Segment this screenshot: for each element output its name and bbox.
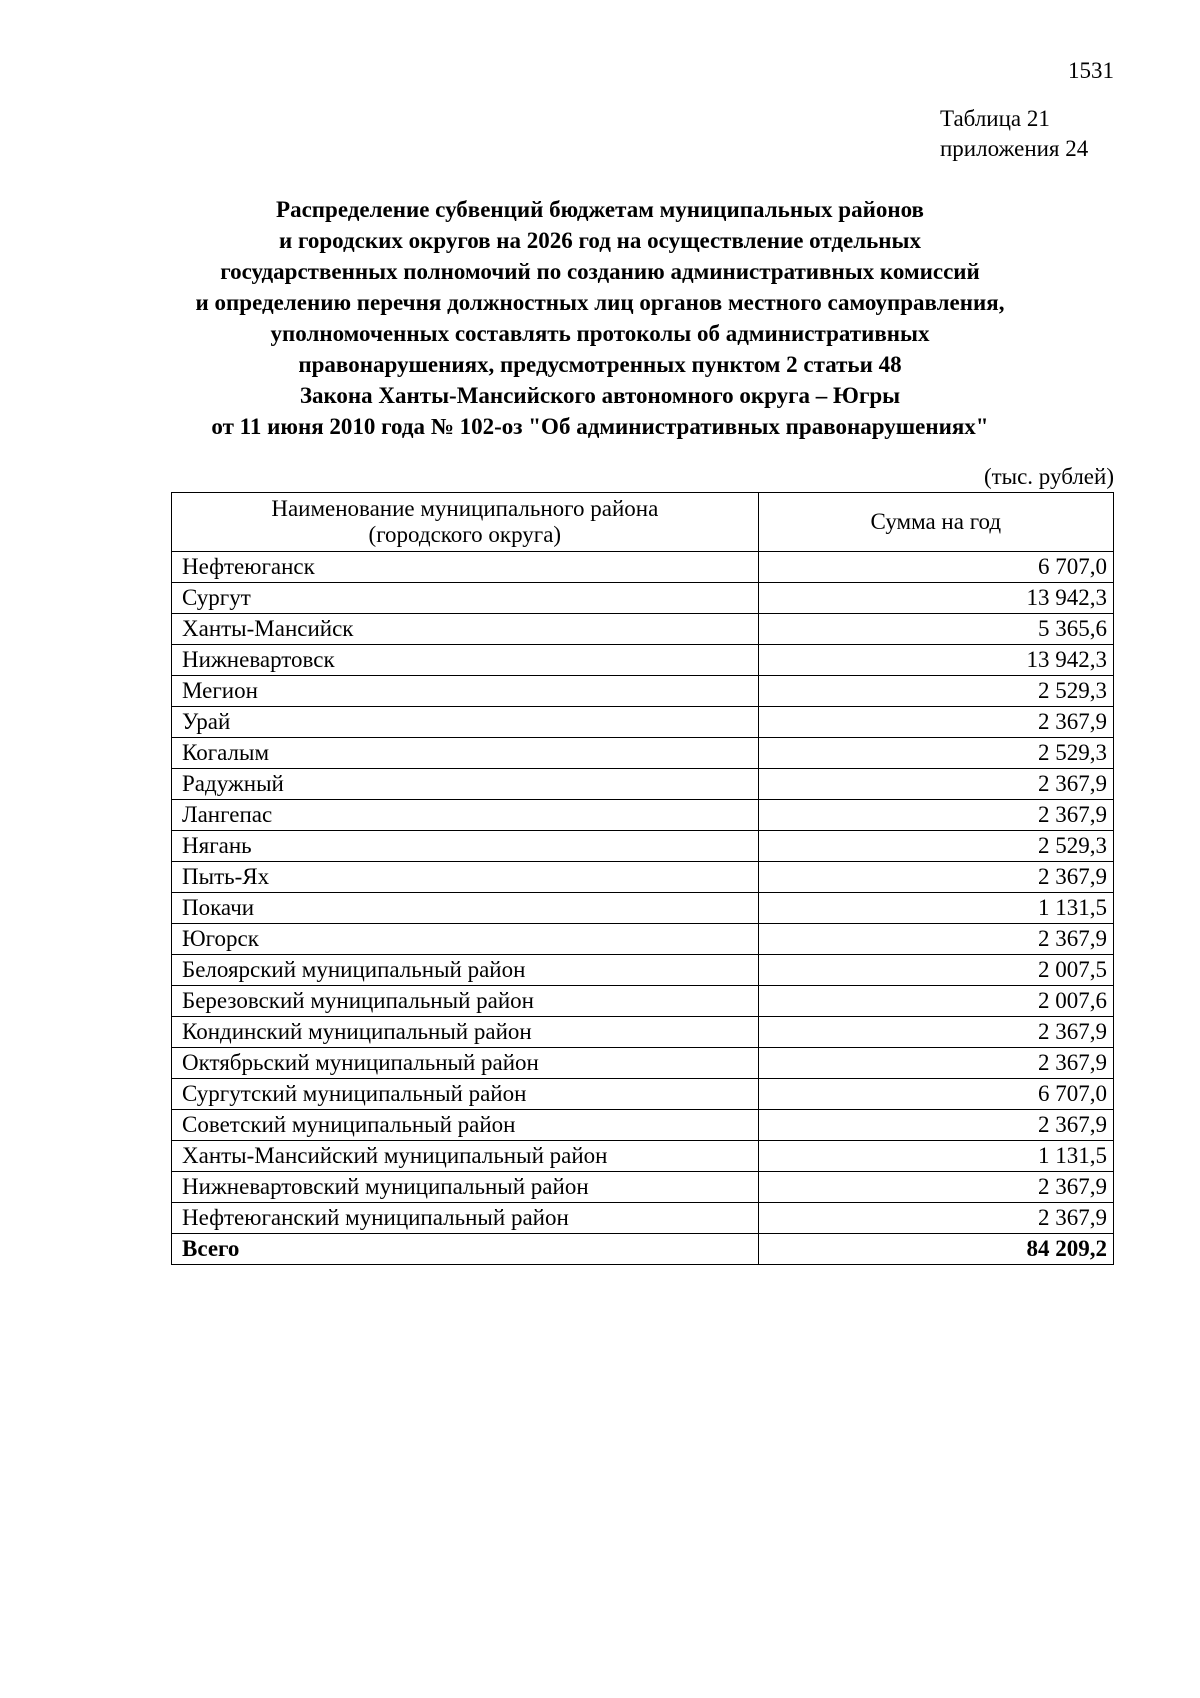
table-row — [172, 1141, 1114, 1172]
page-number: 1531 — [1068, 58, 1114, 83]
municipality-name-cell: Когалым — [172, 738, 759, 769]
title-line: и городских округов на 2026 год на осуществление отдельных — [279, 228, 921, 253]
amount-cell: 1 131,5 — [758, 893, 1113, 924]
table-row — [172, 552, 1114, 583]
column-header-name-line: Наименование муниципального района — [271, 496, 659, 521]
title-line: от 11 июня 2010 года № 102-оз "Об административных правонарушениях" — [211, 414, 989, 439]
municipality-name-cell: Советский муниципальный район — [172, 1110, 759, 1141]
total-row — [172, 1234, 1114, 1265]
municipality-name-cell: Урай — [172, 707, 759, 738]
amount-cell: 6 707,0 — [758, 552, 1113, 583]
table-row — [172, 707, 1114, 738]
municipality-name-cell: Ханты-Мансийск — [172, 614, 759, 645]
title-line: государственных полномочий по созданию административных комиссий — [220, 259, 980, 284]
amount-cell: 2 367,9 — [758, 1110, 1113, 1141]
amount-cell: 2 529,3 — [758, 738, 1113, 769]
subvention-table — [171, 492, 1114, 1265]
municipality-name-cell: Нижневартовск — [172, 645, 759, 676]
municipality-name-cell: Лангепас — [172, 800, 759, 831]
table-row — [172, 645, 1114, 676]
table-body — [172, 552, 1114, 1265]
table-row — [172, 986, 1114, 1017]
table-row — [172, 1017, 1114, 1048]
table-row — [172, 583, 1114, 614]
column-header-amount: Сумма на год — [758, 493, 1113, 552]
municipality-name-cell: Ханты-Мансийский муниципальный район — [172, 1141, 759, 1172]
table-row — [172, 1110, 1114, 1141]
amount-cell: 13 942,3 — [758, 583, 1113, 614]
title-line: уполномоченных составлять протоколы об административных — [270, 321, 930, 346]
table-row — [172, 800, 1114, 831]
amount-cell: 2 529,3 — [758, 831, 1113, 862]
amount-cell: 5 365,6 — [758, 614, 1113, 645]
amount-cell: 2 529,3 — [758, 676, 1113, 707]
table-row — [172, 831, 1114, 862]
table-row — [172, 676, 1114, 707]
amount-cell: 2 367,9 — [758, 1048, 1113, 1079]
table-reference-line: приложения 24 — [940, 136, 1089, 161]
amount-cell: 2 367,9 — [758, 1017, 1113, 1048]
table-row — [172, 1048, 1114, 1079]
municipality-name-cell: Белоярский муниципальный район — [172, 955, 759, 986]
amount-cell: 13 942,3 — [758, 645, 1113, 676]
municipality-name-cell: Нефтеюганский муниципальный район — [172, 1203, 759, 1234]
amount-cell: 2 367,9 — [758, 1203, 1113, 1234]
municipality-name-cell: Сургутский муниципальный район — [172, 1079, 759, 1110]
table-header-row — [172, 493, 1114, 552]
table-row — [172, 862, 1114, 893]
amount-cell: 2 367,9 — [758, 707, 1113, 738]
municipality-name-cell: Кондинский муниципальный район — [172, 1017, 759, 1048]
table-row — [172, 769, 1114, 800]
column-header-name-line: (городского округа) — [368, 522, 562, 547]
title-line: и определению перечня должностных лиц органов местного самоуправления, — [195, 290, 1005, 315]
table-row — [172, 1172, 1114, 1203]
title-line: Закона Ханты-Мансийского автономного округа – Югры — [299, 383, 901, 408]
table-row — [172, 1203, 1114, 1234]
amount-cell: 1 131,5 — [758, 1141, 1113, 1172]
table-row — [172, 893, 1114, 924]
amount-cell: 2 007,6 — [758, 986, 1113, 1017]
amount-cell: 2 007,5 — [758, 955, 1113, 986]
table-row — [172, 738, 1114, 769]
units-label: (тыс. рублей) — [983, 464, 1114, 489]
table-row — [172, 614, 1114, 645]
municipality-name-cell: Покачи — [172, 893, 759, 924]
municipality-name-cell: Радужный — [172, 769, 759, 800]
table-reference-line: Таблица 21 — [940, 106, 1050, 131]
amount-cell: 2 367,9 — [758, 924, 1113, 955]
column-header-name — [172, 493, 759, 552]
municipality-name-cell: Югорск — [172, 924, 759, 955]
table-reference — [940, 104, 1088, 164]
table-row — [172, 1079, 1114, 1110]
municipality-name-cell: Пыть-Ях — [172, 862, 759, 893]
table-row — [172, 955, 1114, 986]
table-row — [172, 924, 1114, 955]
amount-cell: 6 707,0 — [758, 1079, 1113, 1110]
title-line: правонарушениях, предусмотренных пунктом 2 статьи 48 — [298, 352, 902, 377]
amount-cell: 2 367,9 — [758, 1172, 1113, 1203]
municipality-name-cell: Березовский муниципальный район — [172, 986, 759, 1017]
title-line: Распределение субвенций бюджетам муниципальных районов — [276, 197, 924, 222]
municipality-name-cell: Нягань — [172, 831, 759, 862]
document-title — [100, 194, 1100, 442]
amount-cell: 2 367,9 — [758, 862, 1113, 893]
municipality-name-cell: Сургут — [172, 583, 759, 614]
municipality-name-cell: Нефтеюганск — [172, 552, 759, 583]
total-label-cell: Всего — [172, 1234, 759, 1265]
municipality-name-cell: Нижневартовский муниципальный район — [172, 1172, 759, 1203]
municipality-name-cell: Мегион — [172, 676, 759, 707]
total-amount-cell: 84 209,2 — [758, 1234, 1113, 1265]
municipality-name-cell: Октябрьский муниципальный район — [172, 1048, 759, 1079]
amount-cell: 2 367,9 — [758, 769, 1113, 800]
amount-cell: 2 367,9 — [758, 800, 1113, 831]
